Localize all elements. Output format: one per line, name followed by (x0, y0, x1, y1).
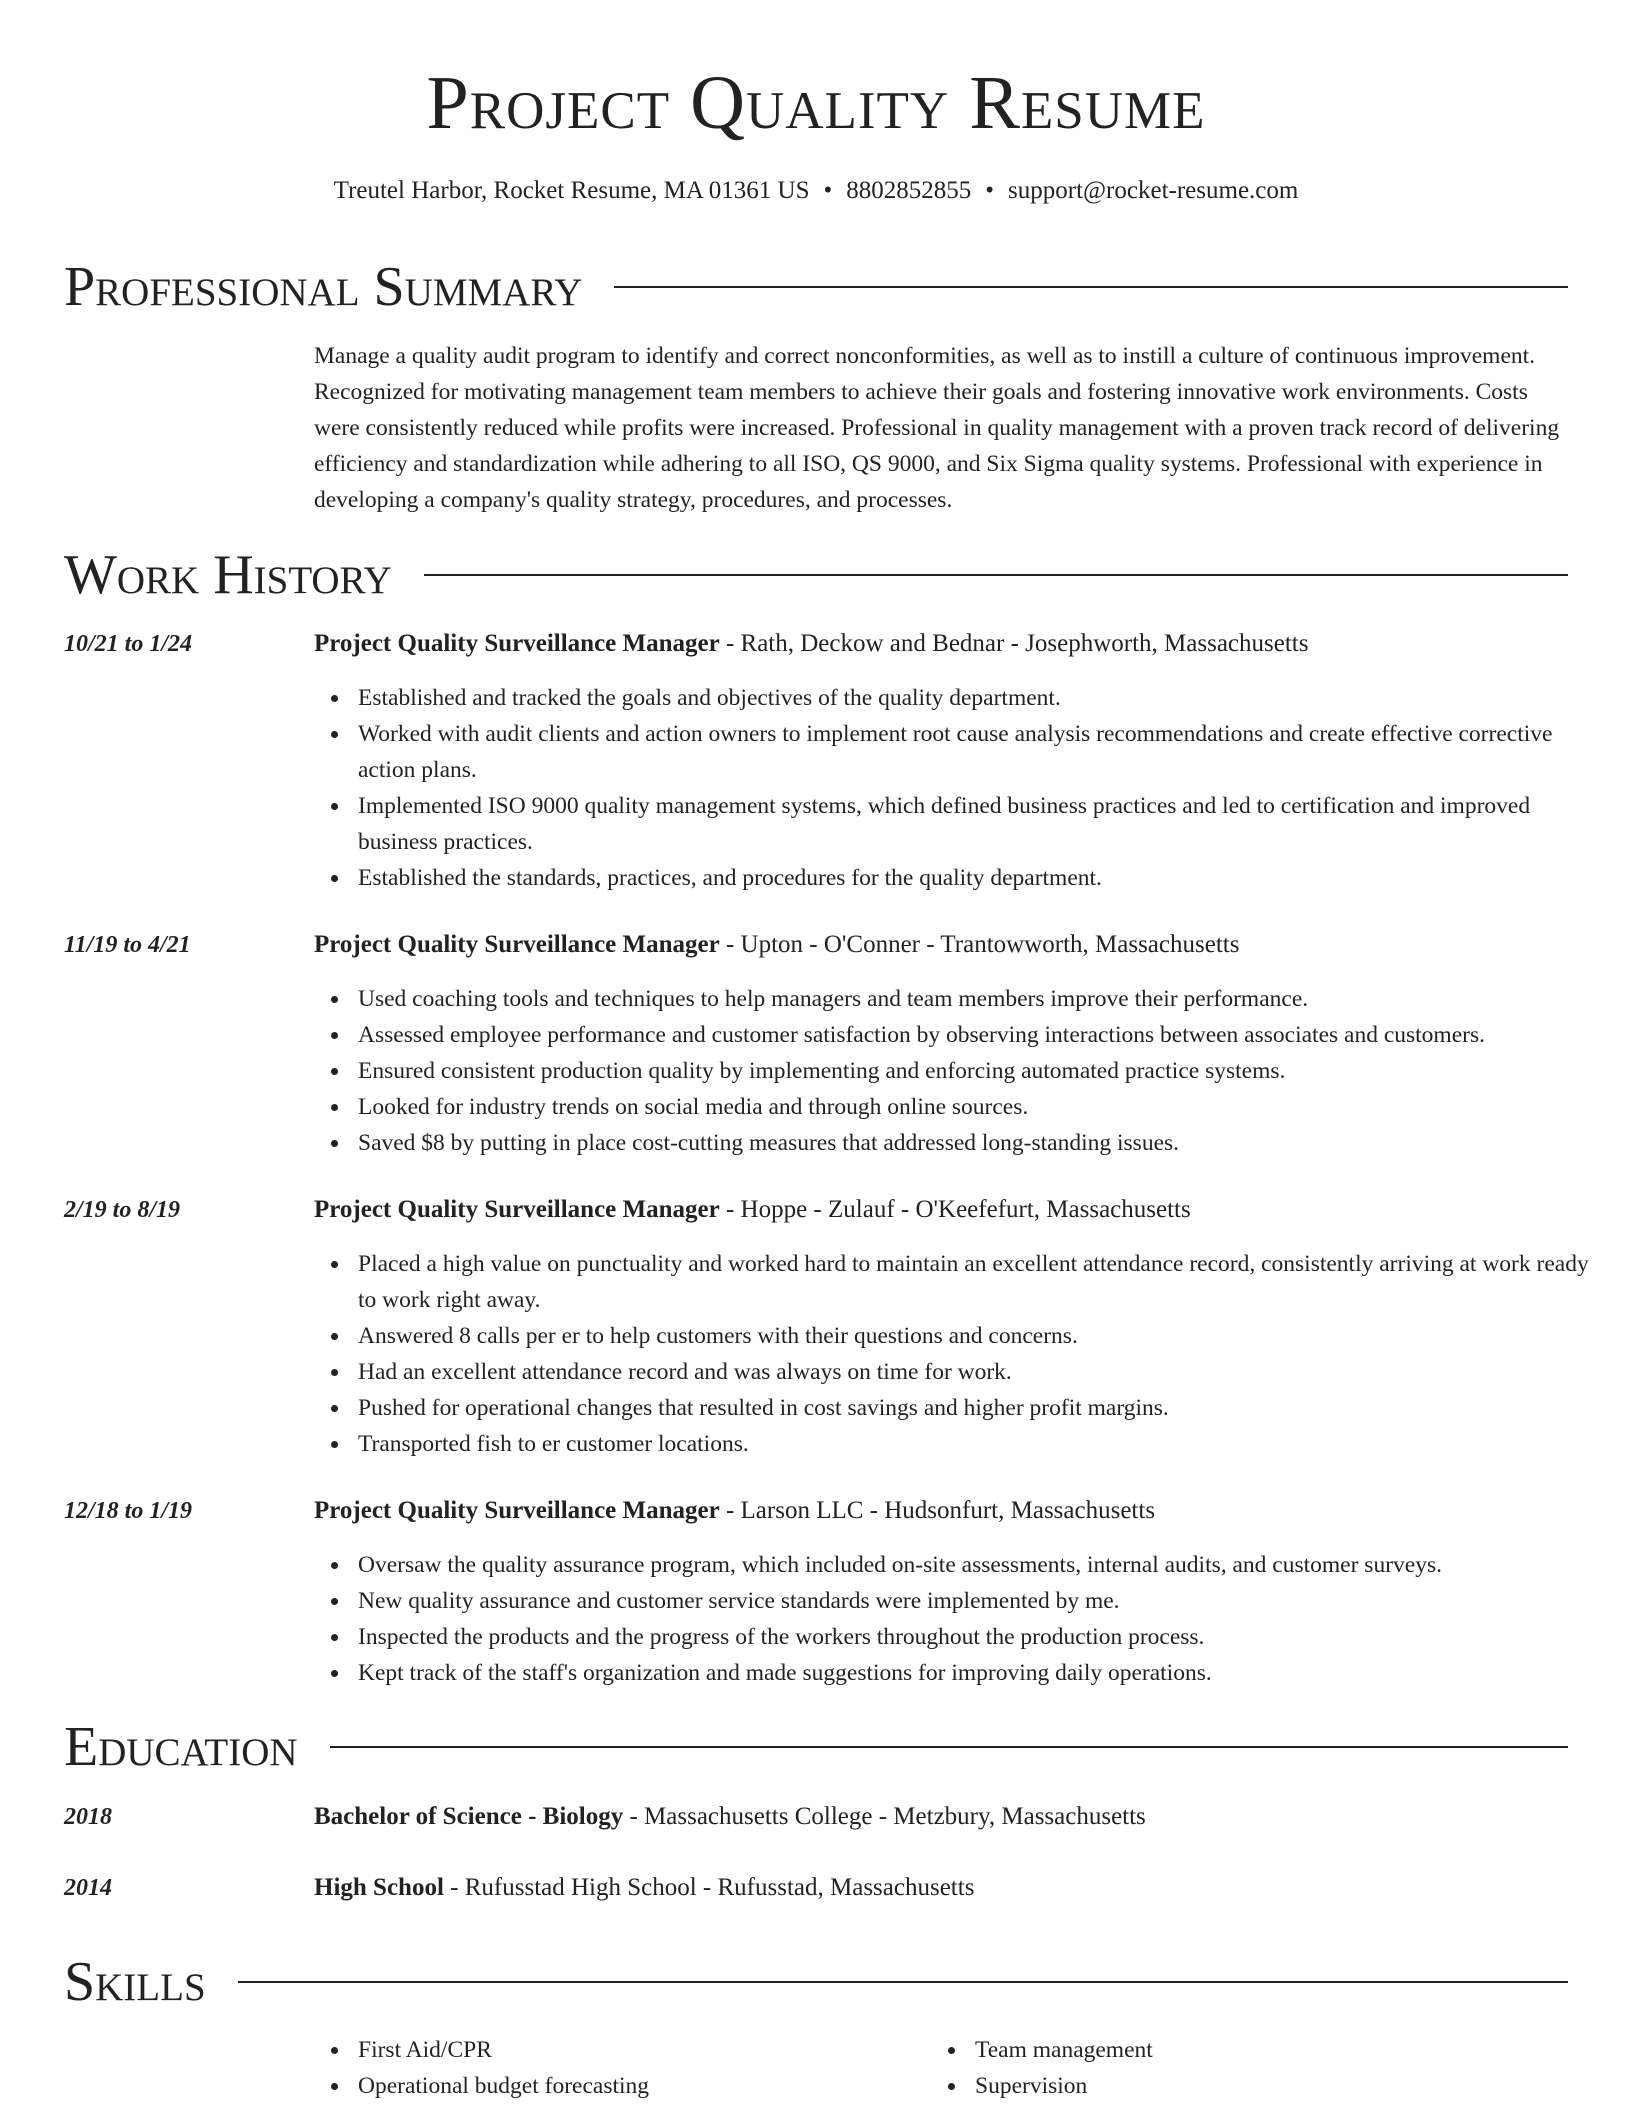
job-bullet: Worked with audit clients and action owners to implement root cause analysis recommendations and create effective corrective action plans. (358, 716, 1612, 788)
skills-section-title: Skills (64, 1951, 206, 2013)
job-bullet: Placed a high value on punctuality and worked hard to maintain an excellent attendance record, consistently arriving at work ready to work right away. (358, 1246, 1612, 1318)
contact-address: Treutel Harbor, Rocket Resume, MA 01361 US (333, 177, 810, 204)
section-divider (614, 286, 1568, 288)
job-bullet: Established and tracked the goals and objectives of the quality department. (358, 680, 1612, 716)
job-dates: 11/19 to 4/21 (64, 932, 191, 958)
job-bullets (314, 1547, 1612, 1691)
skills-list-right (931, 2032, 1535, 2104)
job-bullet: Had an excellent attendance record and was always on time for work. (358, 1354, 1612, 1390)
education-entry (314, 1871, 1568, 1905)
summary-section-title: Professional Summary (64, 256, 583, 318)
education-year: 2014 (64, 1875, 112, 1901)
job-bullet: Used coaching tools and techniques to help managers and team members improve their performance. (358, 981, 1612, 1017)
job-bullet: Kept track of the staff's organization and made suggestions for improving daily operations. (358, 1655, 1612, 1691)
skill-item: First Aid/CPR (358, 2032, 918, 2068)
education-details: - Massachusetts College - Metzbury, Massachusetts (623, 1803, 1146, 1830)
job-bullet: Implemented ISO 9000 quality management systems, which defined business practices and led to certification and improved business practices. (358, 788, 1612, 860)
job-header (314, 1193, 1568, 1227)
job-role: Project Quality Surveillance Manager (314, 1497, 720, 1524)
job-bullet: Answered 8 calls per er to help customers with their questions and concerns. (358, 1318, 1612, 1354)
job-bullet: New quality assurance and customer service standards were implemented by me. (358, 1583, 1612, 1619)
education-details: - Rufusstad High School - Rufusstad, Massachusetts (443, 1874, 975, 1901)
job-dates: 2/19 to 8/19 (64, 1197, 181, 1223)
job-role: Project Quality Surveillance Manager (314, 931, 720, 958)
job-bullets (314, 680, 1612, 896)
resume-title: Project Quality Resume (426, 61, 1206, 145)
skills-list-left (314, 2032, 918, 2104)
job-bullet: Saved $8 by putting in place cost-cutting measures that addressed long-standing issues. (358, 1125, 1612, 1161)
skill-item: Team management (975, 2032, 1535, 2068)
job-bullet: Assessed employee performance and customer satisfaction by observing interactions between associates and customers. (358, 1017, 1612, 1053)
job-bullet: Ensured consistent production quality by implementing and enforcing automated practice systems. (358, 1053, 1612, 1089)
job-header (314, 1494, 1568, 1528)
job-bullets (314, 1246, 1612, 1462)
job-dates: 10/21 to 1/24 (64, 631, 193, 657)
job-bullet: Transported fish to er customer locations. (358, 1426, 1612, 1462)
job-bullet: Oversaw the quality assurance program, which included on-site assessments, internal audits, and customer surveys. (358, 1547, 1612, 1583)
education-section-header (64, 1712, 1568, 1782)
education-year: 2018 (64, 1804, 112, 1830)
job-role: Project Quality Surveillance Manager (314, 630, 720, 657)
job-details: - Larson LLC - Hudsonfurt, Massachusetts (719, 1497, 1156, 1524)
job-header (314, 928, 1568, 962)
section-divider (238, 1981, 1568, 1983)
job-dates: 12/18 to 1/19 (64, 1498, 193, 1524)
work-section-title: Work History (64, 544, 392, 606)
job-bullets (314, 981, 1612, 1161)
education-degree: High School (314, 1874, 444, 1901)
job-bullet: Pushed for operational changes that resulted in cost savings and higher profit margins. (358, 1390, 1612, 1426)
contact-phone: 8802852855 (846, 177, 972, 204)
job-bullet: Inspected the products and the progress of the workers throughout the production process. (358, 1619, 1612, 1655)
skill-item: Operational budget forecasting (358, 2068, 918, 2104)
job-header (314, 627, 1568, 661)
summary-section-header (64, 252, 1568, 322)
work-section-header (64, 540, 1568, 610)
job-details: - Rath, Deckow and Bednar - Josephworth, Massachusetts (719, 630, 1309, 657)
section-divider (424, 574, 1568, 576)
education-degree: Bachelor of Science - Biology (314, 1803, 624, 1830)
contact-separator: • (985, 177, 995, 204)
education-entry (314, 1800, 1568, 1834)
job-details: - Hoppe - Zulauf - O'Keefefurt, Massachusetts (719, 1196, 1191, 1223)
skills-section-header (64, 1947, 1568, 2017)
contact-line (0, 174, 1632, 208)
job-bullet: Looked for industry trends on social media and through online sources. (358, 1089, 1612, 1125)
skill-item: Supervision (975, 2068, 1535, 2104)
job-bullet: Established the standards, practices, and procedures for the quality department. (358, 860, 1612, 896)
summary-text: Manage a quality audit program to identify and correct nonconformities, as well as to instill a culture of continuous improvement. Recognized for motivating management team members to achieve their goals and fostering innovative work environments. Costs were consistently reduced while profits were increased. Professional in quality management with a proven track record of delivering efficiency and standardization while adhering to all ISO, QS 9000, and Six Sigma quality systems. Professional with experience in developing a company's quality strategy, procedures, and processes. (314, 343, 1560, 513)
job-details: - Upton - O'Conner - Trantowworth, Massachusetts (719, 931, 1240, 958)
contact-separator: • (823, 177, 833, 204)
job-role: Project Quality Surveillance Manager (314, 1196, 720, 1223)
contact-email: support@rocket-resume.com (1008, 177, 1299, 204)
section-divider (330, 1746, 1568, 1748)
education-section-title: Education (64, 1716, 298, 1778)
